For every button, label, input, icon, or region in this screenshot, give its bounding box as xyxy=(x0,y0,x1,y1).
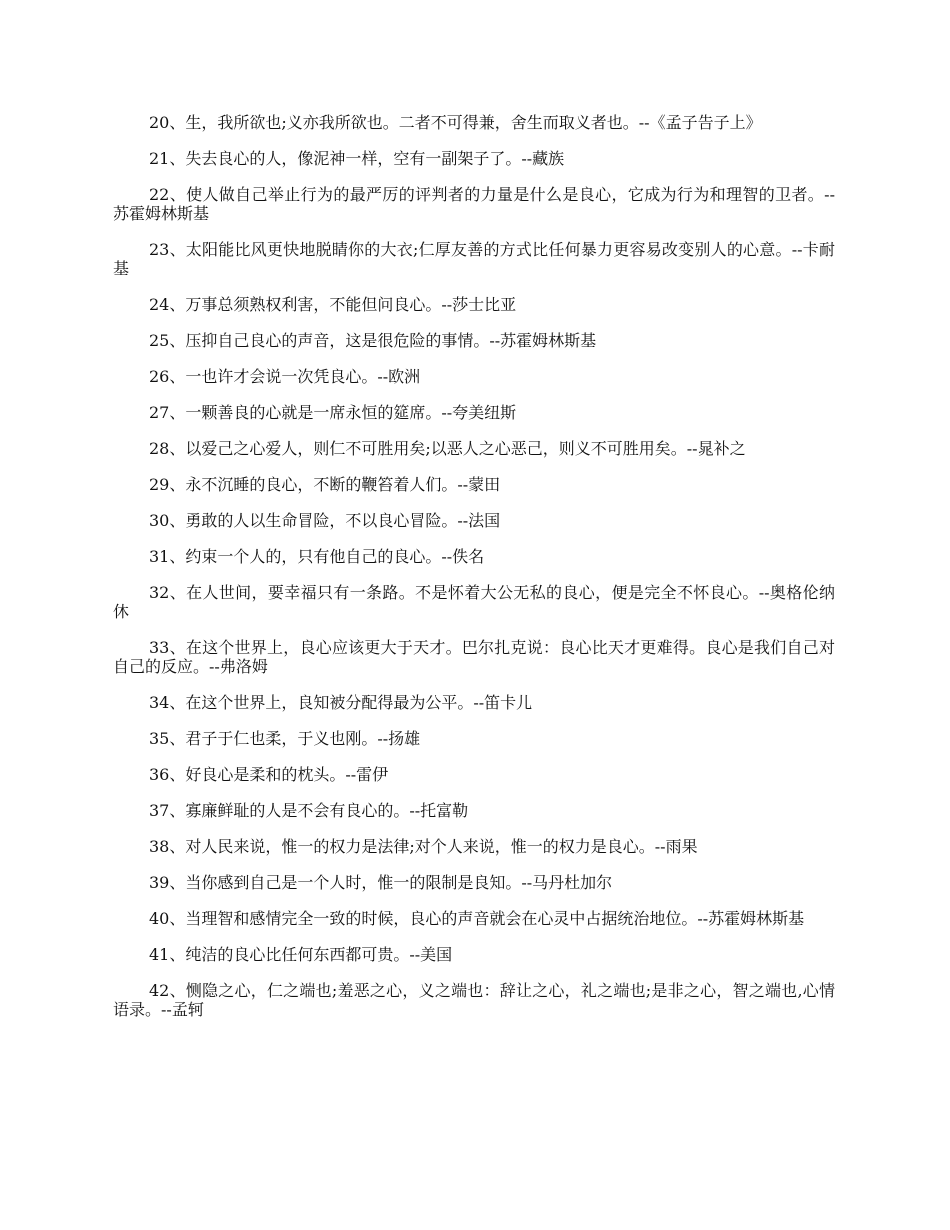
quote-paragraph: 38、对人民来说，惟一的权力是法律;对个人来说，惟一的权力是良心。--雨果 xyxy=(149,837,698,856)
quote-paragraph: 30、勇敢的人以生命冒险，不以良心冒险。--法国 xyxy=(149,511,501,530)
quote-paragraph: 27、一颗善良的心就是一席永恒的筵席。--夸美纽斯 xyxy=(149,403,517,422)
quote-paragraph: 36、好良心是柔和的枕头。--雷伊 xyxy=(149,765,389,784)
quote-paragraph: 22、使人做自己举止行为的最严厉的评判者的力量是什么是良心，它成为行为和理智的卫者。--苏霍姆林斯基 xyxy=(113,185,835,223)
quote-paragraph: 35、君子于仁也柔，于义也刚。--扬雄 xyxy=(149,729,421,748)
quote-paragraph: 31、约束一个人的，只有他自己的良心。--佚名 xyxy=(149,547,485,566)
quote-paragraph: 34、在这个世界上，良知被分配得最为公平。--笛卡儿 xyxy=(149,693,533,712)
quote-paragraph: 24、万事总须熟权利害，不能但问良心。--莎士比亚 xyxy=(149,295,517,314)
quote-paragraph: 33、在这个世界上，良心应该更大于天才。巴尔扎克说：良心比天才更难得。良心是我们自己对自己的反应。--弗洛姆 xyxy=(113,638,835,676)
quote-paragraph: 28、以爱己之心爱人，则仁不可胜用矣;以恶人之心恶己，则义不可胜用矣。--晁补之 xyxy=(149,439,746,458)
document-page xyxy=(113,113,835,1036)
quote-paragraph: 41、纯洁的良心比任何东西都可贵。--美国 xyxy=(149,945,453,964)
quote-paragraph: 20、生，我所欲也;义亦我所欲也。二者不可得兼，舍生而取义者也。--《孟子告子上》 xyxy=(149,113,762,132)
quote-paragraph: 37、寡廉鲜耻的人是不会有良心的。--托富勒 xyxy=(149,801,469,820)
quote-paragraph: 25、压抑自己良心的声音，这是很危险的事情。--苏霍姆林斯基 xyxy=(149,331,597,350)
quote-paragraph: 23、太阳能比风更快地脱睛你的大衣;仁厚友善的方式比任何暴力更容易改变别人的心意。--卡耐基 xyxy=(113,240,835,278)
quote-paragraph: 42、恻隐之心，仁之端也;羞恶之心，义之端也：辞让之心，礼之端也;是非之心，智之端也,心情语录。--孟轲 xyxy=(113,981,835,1019)
quote-paragraph: 21、失去良心的人，像泥神一样，空有一副架子了。--藏族 xyxy=(149,149,565,168)
quote-paragraph: 29、永不沉睡的良心，不断的鞭笞着人们。--蒙田 xyxy=(149,475,501,494)
quote-paragraph: 39、当你感到自己是一个人时，惟一的限制是良知。--马丹杜加尔 xyxy=(149,873,613,892)
quote-paragraph: 32、在人世间，要幸福只有一条路。不是怀着大公无私的良心，便是完全不怀良心。--奥格伦纳休 xyxy=(113,583,835,621)
quote-paragraph: 26、一也许才会说一次凭良心。--欧洲 xyxy=(149,367,421,386)
quote-paragraph: 40、当理智和感情完全一致的时候，良心的声音就会在心灵中占据统治地位。--苏霍姆林斯基 xyxy=(149,909,805,928)
